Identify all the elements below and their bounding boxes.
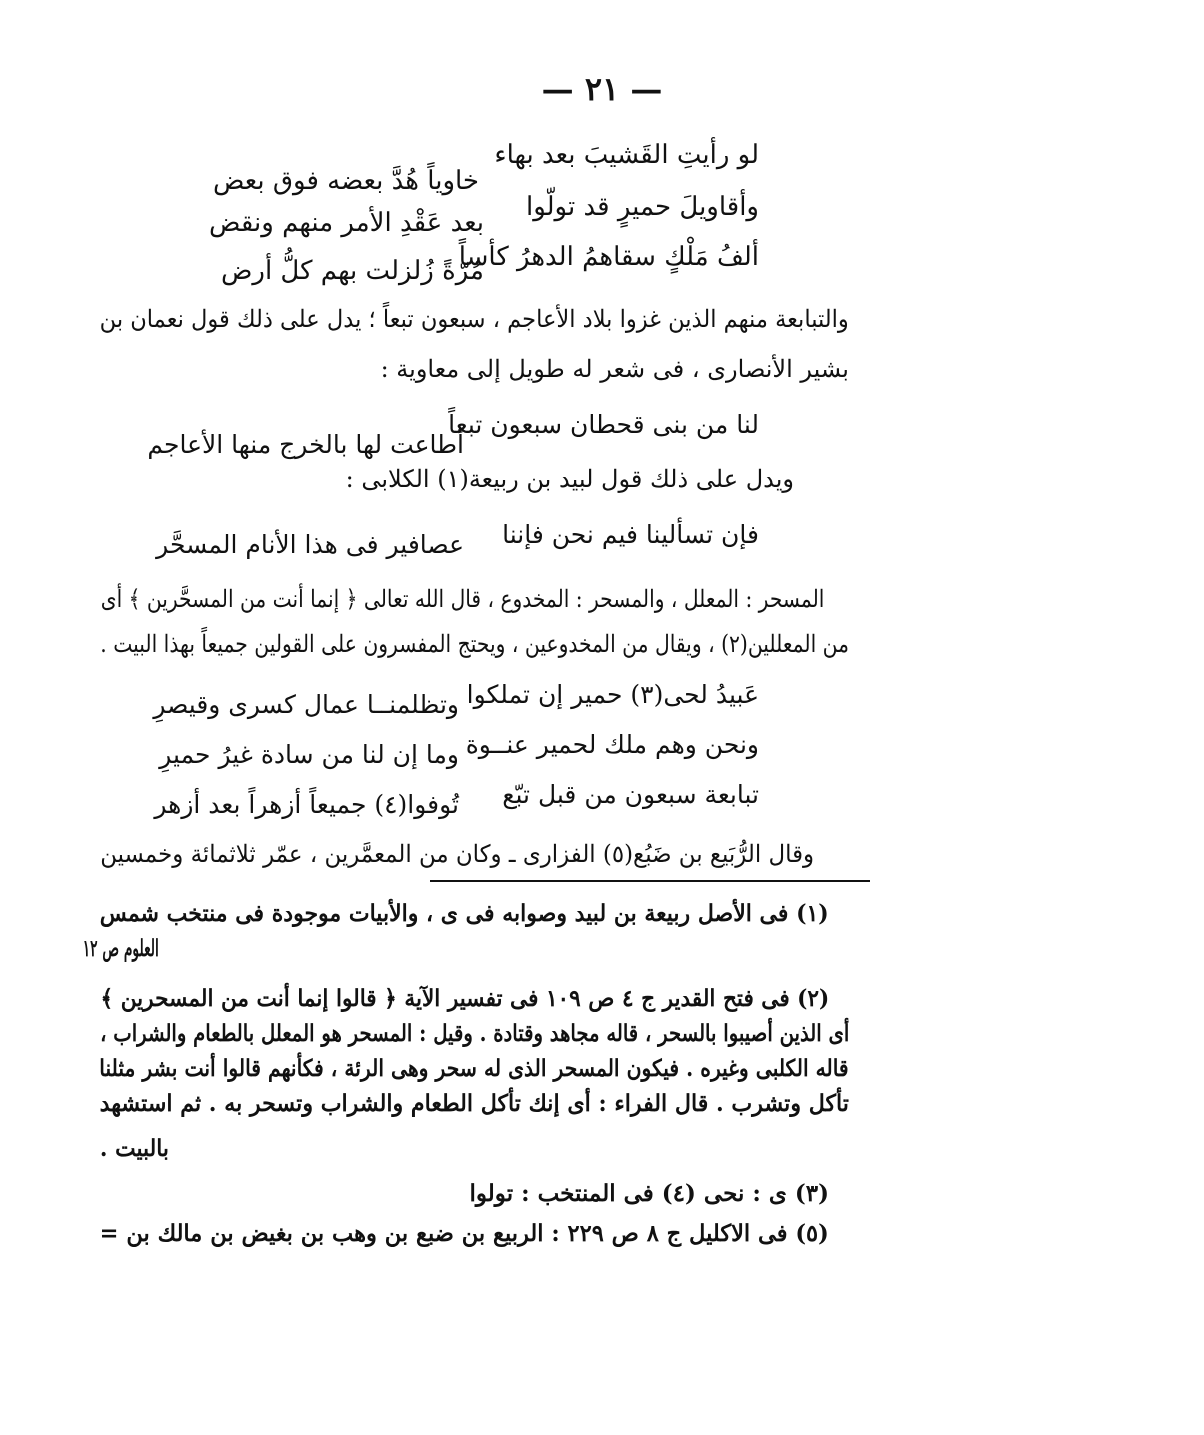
verse-2-hemistich-1: وأقاويلَ حميرٍ قد تولّوا [525, 192, 759, 222]
footnote-2-line-3: قاله الكلبى وغيره . فيكون المسحر الذى له سحر وهى الرئة ، فكأنهم قالوا أنت بشر مثلنا [99, 1055, 849, 1082]
footnote-1-line-2: العلوم ص ١٢ [82, 935, 159, 962]
verse-5-hemistich-1: فإن تسألينا فيم نحن فإننا [502, 520, 759, 549]
footnote-2-line-2: أى الذين أصيبوا بالسحر ، قاله مجاهد وقتادة . وقيل : المسحر هو المعلل بالطعام والشراب ، [99, 1020, 849, 1047]
verse-8-hemistich-1: تبابعة سبعون من قبل تبّع [502, 780, 759, 809]
footnote-separator [430, 880, 870, 882]
prose-3-line-1: المسحر : المعلل ، والمسحر : المخدوع ، قال الله تعالى ﴿ إنما أنت من المسحَّرين ﴾ أى [100, 585, 824, 613]
footnote-2-line-5: بالبيت . [100, 1135, 169, 1162]
verse-1-hemistich-1: لو رأيتِ القَشيبَ بعد بهاء [494, 140, 759, 170]
verse-7-hemistich-2: وما إن لنا من سادة غيرُ حميرِ [159, 740, 459, 769]
prose-1-line-1: والتبابعة منهم الذين غزوا بلاد الأعاجم ، سبعون تبعاً ؛ يدل على ذلك قول نعمان بن [99, 305, 849, 333]
verse-8-hemistich-2: تُوفوا(٤) جميعاً أزهراً بعد أزهر [154, 790, 459, 819]
verse-2-hemistich-2: بعد عَقْدِ الأمر منهم ونقض [209, 208, 484, 238]
verse-5-hemistich-2: عصافير فى هذا الأنام المسحَّر [156, 530, 464, 559]
footnote-5: (٥) فى الاكليل ج ٨ ص ٢٢٩ : الربيع بن ضبع بن وهب بن بغيض بن مالك بن = [99, 1220, 829, 1247]
verse-3-hemistich-1: ألفُ مَلْكٍ سقاهمُ الدهرُ كأساً [458, 242, 759, 272]
footnote-2-line-1: (٢) فى فتح القدير ج ٤ ص ١٠٩ فى تفسير الآية ﴿ قالوا إنما أنت من المسحرين ﴾ [100, 985, 829, 1012]
verse-4-hemistich-1: لنا من بنى قحطان سبعون تبعاً [448, 410, 759, 439]
page-number: — ٢١ — [541, 70, 663, 108]
verse-7-hemistich-1: ونحن وهم ملك لحمير عنــوة [465, 730, 759, 759]
verse-6-hemistich-2: وتظلمنــا عمال كسرى وقيصرِ [153, 690, 459, 719]
prose-4-line-1: وقال الرُّبَيع بن ضَبُع(٥) الفزارى ـ وكان من المعمَّرين ، عمّر ثلاثمائة وخمسين [100, 840, 814, 868]
prose-1-line-2: بشير الأنصارى ، فى شعر له طويل إلى معاوية : [380, 355, 849, 383]
footnote-2-line-4: تأكل وتشرب . قال الفراء : أى إنك تأكل الطعام والشراب وتسحر به . ثم استشهد [99, 1090, 849, 1117]
verse-4-hemistich-2: أطاعت لها بالخرج منها الأعاجم [147, 430, 464, 459]
verse-3-hemistich-2: مُرّةً زُلزلت بهم كلُّ أرض [220, 256, 484, 286]
prose-2-line-1: ويدل على ذلك قول لبيد بن ربيعة(١) الكلابى : [345, 465, 794, 493]
footnote-3-4: (٣) ى : نحى (٤) فى المنتخب : تولوا [469, 1180, 829, 1207]
verse-1-hemistich-2: خاوياً هُدَّ بعضه فوق بعض [212, 166, 479, 196]
verse-6-hemistich-1: عَبيدُ لحى(٣) حمير إن تملكوا [466, 680, 759, 709]
prose-3-line-2: من المعللين(٢) ، ويقال من المخدوعين ، ويحتج المفسرون على القولين جميعاً بهذا البيت . [100, 630, 849, 658]
footnote-1-line-1: (١) فى الأصل ربيعة بن لبيد وصوابه فى ى ، والأبيات موجودة فى منتخب شمس [100, 900, 829, 927]
